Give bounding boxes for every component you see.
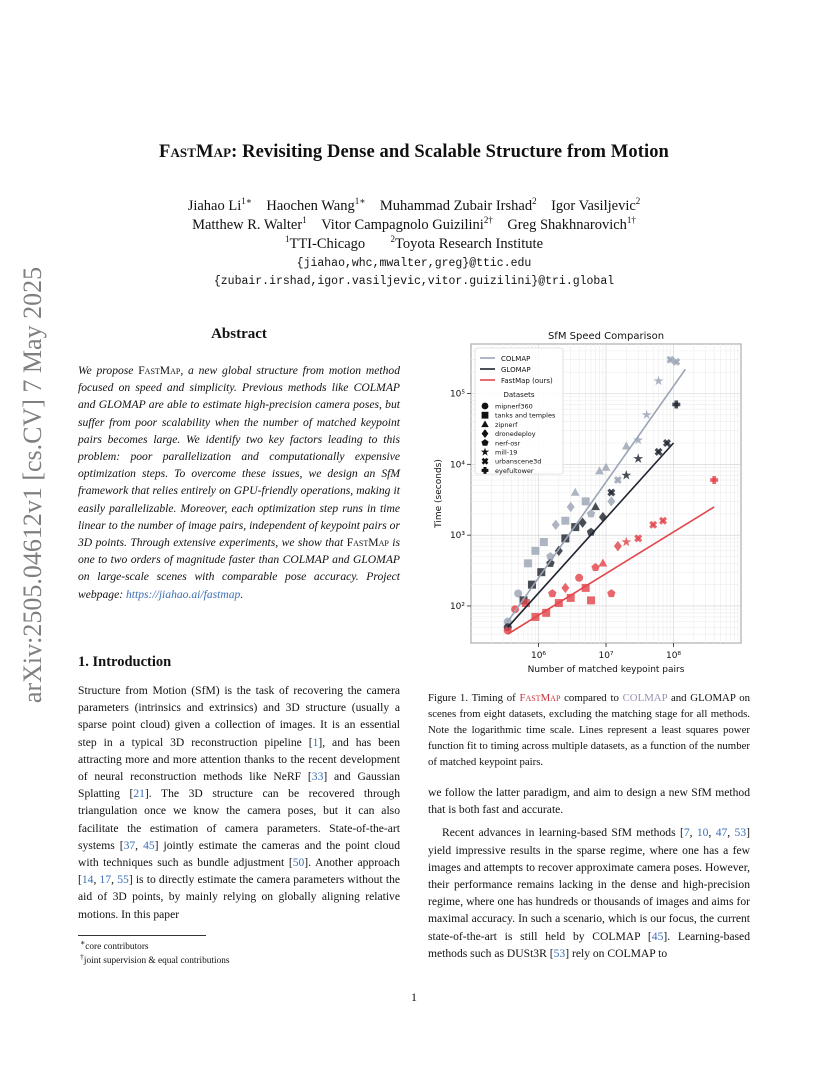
citation-ref[interactable]: 33 — [311, 770, 324, 784]
body-text: ]. The 3D structure can be recovered through triangulation once we know the camera poses, but it can also facilitate the estimation of camera parameters. State-of-the-art systems [ — [78, 787, 400, 852]
citation-ref[interactable]: 53 — [553, 946, 566, 960]
caption-rest: GLOMAP on scenes from eight datasets, excluding the matching stage for all methods. Note the logarithmic time scale. Lines represent a least squares power function fit to timing across multiple datasets, as a function of the number of matched keypoint pairs. — [428, 692, 750, 768]
right-column-body — [428, 784, 750, 962]
author-sup: 1∗ — [241, 196, 252, 206]
y-tick-label: 10² — [449, 601, 465, 612]
email-line-2: {zubair.irshad,igor.vasiljevic,vitor.guizilini}@tri.global — [213, 275, 615, 288]
legend-dataset-label: mill-19 — [495, 448, 518, 457]
chart-svg — [426, 326, 756, 678]
authors-line-2 — [0, 215, 828, 234]
body-text: ] is to directly estimate the camera parameters without the aid of 3D points, by mainly relying on globally aligning relative motions. In this paper — [78, 873, 401, 921]
author-name: Greg Shakhnarovich — [507, 216, 627, 233]
data-point — [561, 517, 569, 525]
author-name: Matthew R. Walter — [192, 216, 303, 233]
footnote-rule — [78, 935, 206, 936]
author-name: Jiahao Li — [187, 197, 242, 214]
body-text: ] yield impressive results in the sparse regime, where one has a few images and attempts to recover approximate camera poses. However, their performance remains lacking in the dense and high-precision regime, where one has hundreds or thousands of images and aims for maximal accuracy. In such a scenario, which is our focus, the current state-of-the-art is still held by COLMAP [ — [428, 826, 751, 943]
intro-body — [78, 682, 400, 923]
legend-dataset-label: dronedeploy — [495, 430, 536, 439]
author-sup: 1∗ — [354, 196, 366, 206]
legend-dataset-label: nerf-osr — [495, 439, 521, 448]
data-point — [582, 497, 590, 505]
author-sup: 2 — [635, 196, 641, 206]
body-text: , — [689, 826, 697, 840]
author-sup: 1† — [626, 215, 636, 225]
caption-label: Figure 1. — [428, 692, 469, 704]
x-axis-label: Number of matched keypoint pairs — [527, 665, 685, 675]
affiliations — [0, 234, 828, 253]
intro-heading: 1. Introduction — [78, 654, 172, 670]
abstract-text-1: We propose — [78, 364, 139, 377]
chart-title: SfM Speed Comparison — [547, 331, 665, 342]
citation-ref[interactable]: 45 — [143, 838, 155, 852]
figure-1-chart — [426, 326, 756, 678]
y-tick-label: 10⁴ — [449, 460, 465, 471]
right-paragraph-2 — [428, 824, 750, 962]
citation-ref[interactable]: 10 — [696, 826, 709, 840]
citation-ref[interactable]: 17 — [99, 873, 112, 887]
plus-marker-stroke — [483, 467, 486, 474]
caption-and: and — [667, 692, 691, 704]
body-text: ], and has been attracting more and more attention thanks to the recent development of neural reconstruction methods like NeRF [ — [78, 735, 400, 784]
citation-ref[interactable]: 47 — [715, 826, 728, 840]
legend-label: COLMAP — [501, 355, 531, 363]
page-number: 1 — [411, 990, 417, 1004]
body-text: , — [93, 873, 100, 887]
legend-dataset-label: eyefultower — [495, 466, 534, 475]
figure-1-caption — [428, 690, 750, 770]
legend-marker — [482, 403, 489, 410]
citation-ref[interactable]: 45 — [651, 929, 664, 943]
legend-marker — [482, 412, 489, 419]
citation-ref[interactable]: 1 — [312, 735, 319, 749]
footnote2-sup: † — [80, 952, 84, 961]
citation-ref[interactable]: 53 — [734, 826, 747, 840]
x-tick-label: 10⁶ — [530, 651, 547, 661]
body-text: , — [708, 826, 716, 840]
legend-label: FastMap (ours) — [501, 377, 553, 385]
abstract-text-2: , a new global structure from motion method focused on speed and simplicity. Previous methods like COLMAP and GLOMAP are able to estimate high-precision camera poses, but suffer from poor scalability when the number of matched keypoint pairs becomes large. We identify two key factors leading to this problem: poor parallelization and computationally expensive optimization steps. To overcome these issues, we design an SfM framework that relies entirely on GPU-friendly operations, making it easily parallelizable. Moreover, each optimization step runs in time linear to the number of image pairs, independent of keypoint pairs or 3D points. Through extensive experiments, we show that — [78, 364, 400, 550]
body-text: ] jointly estimate the cameras and the point cloud with techniques such as bundle adjustment [ — [78, 838, 400, 870]
y-axis-label: Time (seconds) — [434, 459, 444, 528]
abstract-fastmap-2: FastMap — [346, 536, 389, 550]
y-tick-label: 10⁵ — [449, 389, 465, 400]
affil2-sup: 2 — [390, 234, 396, 244]
citation-ref[interactable]: 7 — [683, 826, 690, 840]
affil1: TTI-Chicago — [289, 235, 366, 252]
legend-dataset-label: tanks and temples — [495, 411, 556, 420]
caption-colmap: COLMAP — [622, 692, 668, 704]
body-text: ] rely on COLMAP to — [565, 946, 668, 960]
data-point — [587, 596, 595, 604]
citation-ref[interactable]: 55 — [117, 873, 129, 887]
caption-mid: compared to — [560, 692, 623, 704]
author-sup: 2† — [483, 215, 493, 225]
body-text: , — [111, 873, 118, 887]
caption-pre: Timing of — [468, 692, 520, 704]
data-point — [524, 559, 532, 567]
footnote2-text: joint supervision & equal contributions — [83, 956, 230, 967]
author-sup: 2 — [532, 196, 537, 206]
citation-ref[interactable]: 21 — [133, 787, 145, 801]
title-fastmap: FastMap — [159, 142, 232, 162]
legend-datasets-title: Datasets — [503, 391, 535, 399]
author-name: Igor Vasiljevic — [551, 197, 636, 214]
legend-label: GLOMAP — [501, 366, 531, 374]
abstract-body — [78, 362, 400, 603]
footnote-1 — [80, 938, 149, 952]
plus-marker-stroke — [712, 476, 716, 484]
body-text: Structure from Motion (SfM) is the task of recovering the camera parameters (intrinsics and extrinsics) and 3D structure (usually a sparse point cloud) given a collection of images. It is an essential step in a typical 3D reconstruction pipeline [ — [78, 684, 400, 749]
abstract-heading: Abstract — [211, 326, 267, 342]
abstract-text-3: is one to two orders of magnitude faster than COLMAP and GLOMAP on large-scale scenes with comparable pose accuracy. Project webpage: — [78, 536, 400, 601]
legend-dataset-label: zipnerf — [495, 420, 518, 429]
right-paragraph-1: we follow the latter paradigm, and aim to design a new SfM method that is both fast and accurate. — [428, 786, 750, 817]
abstract-fastmap: FastMap — [138, 364, 181, 377]
body-text: Recent advances in learning-based SfM methods [ — [442, 826, 684, 840]
legend-dataset-label: urbanscene3d — [495, 457, 542, 466]
authors-line-1 — [0, 196, 828, 215]
legend-dataset-label: mipnerf360 — [495, 402, 533, 411]
author-name: Vitor Campagnolo Guizilini — [321, 216, 484, 233]
arxiv-stamp — [18, 266, 48, 704]
plus-marker-stroke — [674, 400, 678, 408]
x-tick-label: 10⁷ — [598, 651, 614, 661]
author-sup: 1 — [302, 215, 307, 225]
data-point — [514, 589, 522, 597]
body-text: , — [135, 838, 144, 852]
project-webpage-link[interactable]: https://jiahao.ai/fastmap — [125, 587, 241, 601]
abstract-end: . — [240, 587, 244, 601]
x-tick-label: 10⁸ — [665, 651, 682, 661]
data-point — [531, 547, 539, 555]
footnote1-sup: ∗ — [80, 938, 86, 947]
body-text: , — [727, 826, 735, 840]
affil2: Toyota Research Institute — [395, 235, 544, 252]
body-text: ] and Gaussian Splatting [ — [78, 770, 400, 801]
body-text: ]. Learning-based methods such as DUSt3R [ — [428, 929, 751, 960]
citation-ref[interactable]: 50 — [292, 856, 305, 870]
affil1-sup: 1 — [284, 234, 290, 244]
data-point — [575, 574, 583, 582]
body-text: ]. Another approach [ — [78, 856, 400, 887]
title-rest: : Revisiting Dense and Scalable Structure from Motion — [231, 142, 669, 162]
citation-ref[interactable]: 14 — [81, 873, 94, 887]
caption-fastmap: FastMap — [519, 692, 561, 704]
arxiv-stamp-text: arXiv:2505.04612v1 [cs.CV] 7 May 2025 — [18, 266, 47, 704]
citation-ref[interactable]: 37 — [123, 838, 136, 852]
data-point — [540, 538, 548, 546]
paper-title — [0, 142, 828, 163]
author-name: Muhammad Zubair Irshad — [379, 197, 533, 214]
email-line-1: {jiahao,whc,mwalter,greg}@ttic.edu — [296, 257, 532, 270]
footnote1-text: core contributors — [85, 942, 149, 953]
author-name: Haochen Wang — [266, 197, 355, 214]
y-tick-label: 10³ — [449, 531, 465, 542]
footnote-2 — [80, 952, 230, 966]
